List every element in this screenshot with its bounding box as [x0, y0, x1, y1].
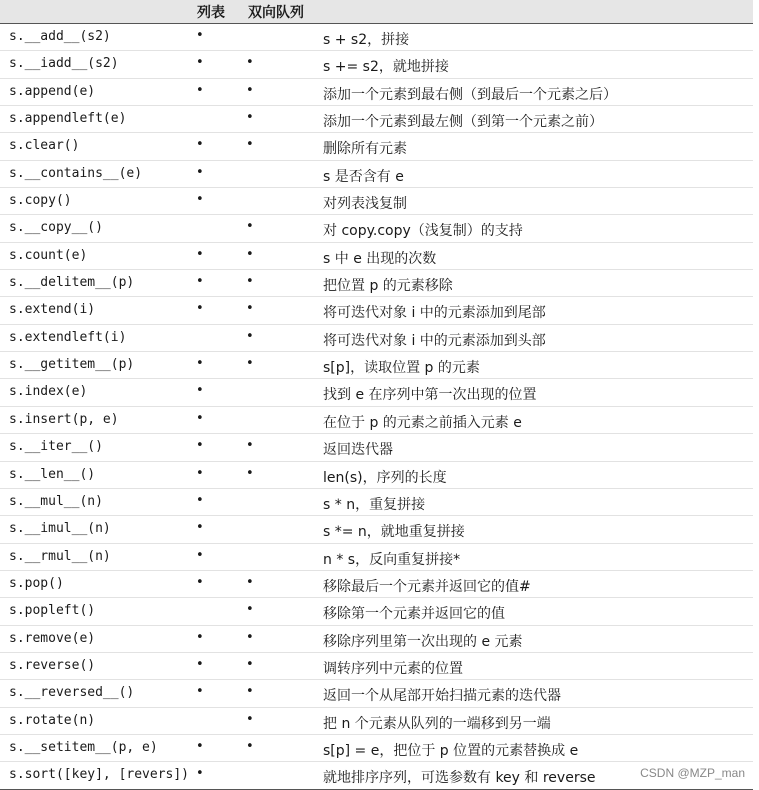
method-name: s.append(e) [9, 83, 96, 99]
header-deque: 双向队列 [248, 5, 304, 21]
table-header [0, 0, 753, 24]
list-support-bullet: • [196, 356, 204, 372]
deque-support-bullet: • [246, 738, 254, 754]
method-name: s.popleft() [9, 603, 96, 619]
list-support-bullet: • [196, 574, 204, 590]
method-description: s + s2，拼接 [323, 32, 410, 48]
method-description: 将可迭代对象 i 中的元素添加到尾部 [323, 305, 546, 322]
method-description: 就地排序序列，可选参数有 key 和 reverse [323, 770, 596, 787]
method-description: 把位置 p 的元素移除 [323, 278, 453, 295]
table-row [0, 133, 753, 160]
list-support-bullet: • [196, 82, 204, 98]
list-support-bullet: • [196, 246, 204, 262]
method-description: 在位于 p 的元素之前插入元素 e [323, 414, 522, 431]
table-row [0, 598, 753, 625]
method-description: 将可迭代对象 i 中的元素添加到头部 [323, 332, 546, 349]
list-support-bullet: • [196, 274, 204, 290]
method-description: 删除所有元素 [323, 141, 407, 158]
method-name: s.__add__(s2) [9, 29, 111, 44]
method-description: 把 n 个元素从队列的一端移到另一端 [323, 715, 551, 732]
method-name: s.__iter__() [9, 439, 103, 455]
header-list: 列表 [197, 5, 225, 21]
table-row [0, 79, 753, 106]
deque-support-bullet: • [246, 82, 254, 98]
table-row [0, 434, 753, 461]
table-body [0, 24, 753, 790]
table-row [0, 215, 753, 242]
method-name: s.clear() [9, 138, 80, 154]
list-support-bullet: • [196, 766, 204, 782]
method-name: s.__copy__() [9, 220, 103, 236]
table-row [0, 544, 753, 571]
table-row [0, 352, 753, 379]
method-description: 找到 e 在序列中第一次出现的位置 [323, 387, 537, 404]
method-description: s[p] = e，把位于 p 位置的元素替换成 e [323, 742, 579, 759]
list-support-bullet: • [196, 465, 204, 481]
method-name: s.copy() [9, 193, 72, 209]
method-description: s 中 e 出现的次数 [323, 250, 437, 267]
deque-support-bullet: • [246, 356, 254, 372]
method-description: 调转序列中元素的位置 [323, 660, 463, 677]
table-row [0, 735, 753, 762]
list-support-bullet: • [196, 28, 204, 43]
method-description: s 是否含有 e [323, 168, 404, 185]
method-description: 对 copy.copy（浅复制）的支持 [323, 223, 523, 240]
table-row [0, 188, 753, 215]
method-name: s.__imul__(n) [9, 521, 111, 537]
table-row [0, 462, 753, 489]
deque-support-bullet: • [246, 274, 254, 290]
method-name: s.extend(i) [9, 302, 96, 318]
method-name: s.__reversed__() [9, 685, 135, 701]
method-description: 移除最后一个元素并返回它的值# [323, 578, 531, 595]
watermark: CSDN @MZP_man [640, 766, 745, 780]
table-row [0, 24, 753, 51]
method-name: s.__setitem__(p, e) [9, 739, 158, 755]
method-name: s.pop() [9, 575, 64, 591]
deque-support-bullet: • [246, 438, 254, 454]
method-name: s.sort([key], [revers]) [9, 767, 190, 783]
method-name: s.reverse() [9, 657, 96, 673]
table-row [0, 325, 753, 352]
deque-support-bullet: • [246, 629, 254, 645]
method-description: 移除序列里第一次出现的 e 元素 [323, 633, 523, 650]
method-name: s.rotate(n) [9, 712, 96, 728]
method-description: 对列表浅复制 [323, 196, 407, 213]
list-support-bullet: • [196, 192, 204, 208]
list-support-bullet: • [196, 383, 204, 399]
method-description: s *= n，就地重复拼接 [323, 524, 465, 541]
list-support-bullet: • [196, 164, 204, 180]
list-support-bullet: • [196, 520, 204, 536]
list-support-bullet: • [196, 629, 204, 645]
method-name: s.__rmul__(n) [9, 548, 111, 564]
deque-support-bullet: • [246, 137, 254, 153]
deque-support-bullet: • [246, 301, 254, 317]
method-name: s.__len__() [9, 466, 96, 482]
deque-support-bullet: • [246, 656, 254, 672]
deque-support-bullet: • [246, 465, 254, 481]
list-support-bullet: • [196, 410, 204, 426]
deque-support-bullet: • [246, 110, 254, 126]
method-description: 返回一个从尾部开始扫描元素的迭代器 [323, 688, 561, 705]
list-support-bullet: • [196, 656, 204, 672]
table-row [0, 379, 753, 406]
table-row [0, 571, 753, 598]
list-support-bullet: • [196, 492, 204, 508]
deque-support-bullet: • [246, 246, 254, 262]
method-name: s.__delitem__(p) [9, 275, 135, 291]
method-description: s += s2，就地拼接 [323, 59, 449, 76]
method-name: s.remove(e) [9, 630, 96, 646]
table-row [0, 516, 753, 543]
deque-support-bullet: • [246, 711, 254, 727]
table-row [0, 489, 753, 516]
table-row [0, 626, 753, 653]
deque-support-bullet: • [246, 328, 254, 344]
method-name: s.insert(p, e) [9, 411, 119, 427]
method-description: 添加一个元素到最右侧（到最后一个元素之后） [323, 86, 617, 103]
table-row [0, 680, 753, 707]
list-support-bullet: • [196, 55, 204, 71]
table-row [0, 407, 753, 434]
list-support-bullet: • [196, 547, 204, 563]
list-support-bullet: • [196, 438, 204, 454]
table-row [0, 106, 753, 133]
method-name: s.count(e) [9, 247, 88, 263]
method-description: 添加一个元素到最左侧（到第一个元素之前） [323, 114, 603, 131]
table-row [0, 653, 753, 680]
list-support-bullet: • [196, 684, 204, 700]
table-row [0, 51, 753, 78]
list-support-bullet: • [196, 301, 204, 317]
table-row [0, 161, 753, 188]
method-description: n * s，反向重复拼接* [323, 551, 461, 568]
list-support-bullet: • [196, 738, 204, 754]
deque-support-bullet: • [246, 55, 254, 71]
method-description: 返回迭代器 [323, 442, 393, 459]
table-row [0, 270, 753, 297]
method-name: s.__getitem__(p) [9, 357, 135, 373]
method-name: s.__mul__(n) [9, 493, 103, 509]
deque-support-bullet: • [246, 602, 254, 618]
method-description: s[p]，读取位置 p 的元素 [323, 360, 480, 377]
table-row [0, 243, 753, 270]
method-name: s.index(e) [9, 384, 88, 400]
list-support-bullet: • [196, 137, 204, 153]
method-description: s * n，重复拼接 [323, 496, 426, 513]
table-row [0, 297, 753, 324]
method-description: 移除第一个元素并返回它的值 [323, 606, 505, 623]
deque-support-bullet: • [246, 574, 254, 590]
deque-support-bullet: • [246, 684, 254, 700]
method-name: s.__iadd__(s2) [9, 56, 119, 72]
method-name: s.extendleft(i) [9, 329, 127, 345]
method-description: len(s)，序列的长度 [323, 469, 447, 486]
method-name: s.appendleft(e) [9, 111, 127, 127]
deque-support-bullet: • [246, 219, 254, 235]
method-name: s.__contains__(e) [9, 165, 143, 181]
table-row [0, 708, 753, 735]
